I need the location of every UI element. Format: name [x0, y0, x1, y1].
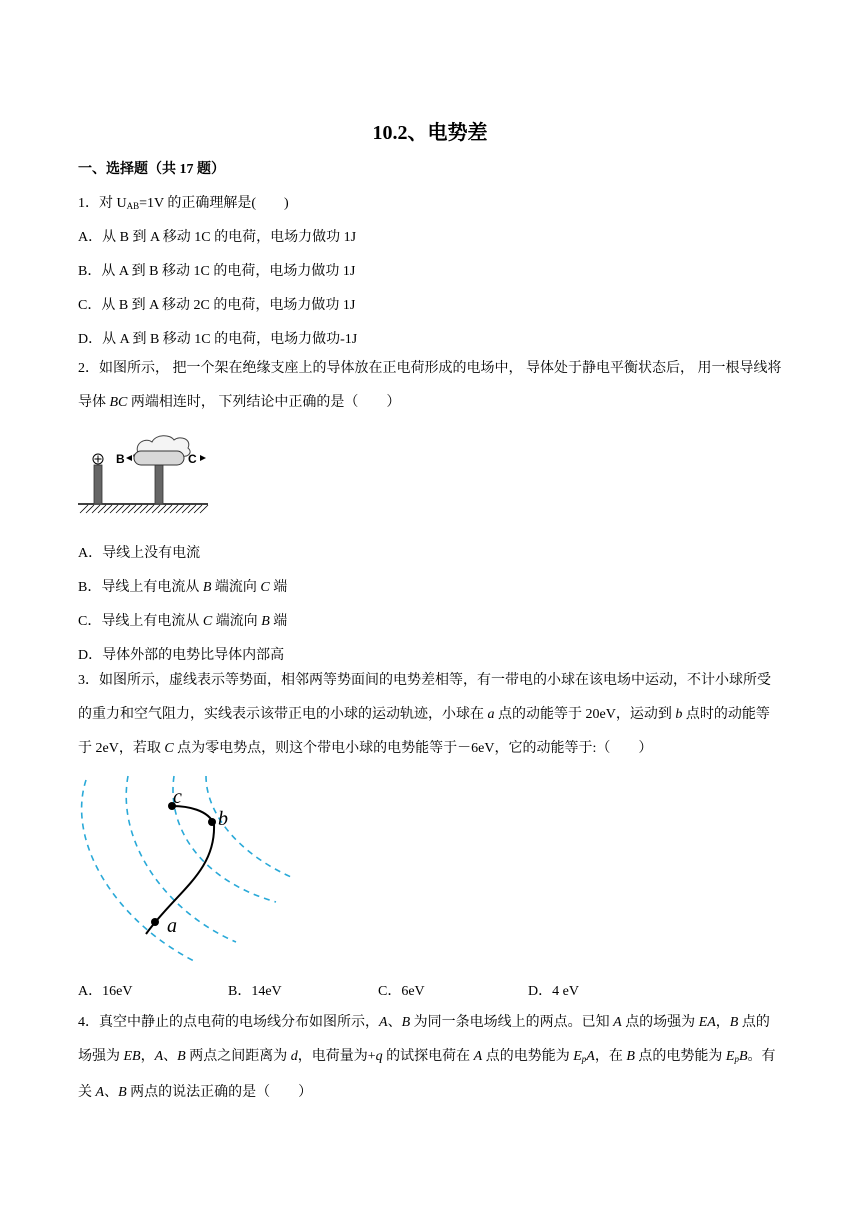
q1-stem [78, 192, 289, 212]
q1-stem-suffix: =1V 的正确理解是( ) [139, 196, 289, 211]
point-b [208, 818, 216, 826]
label-a: a [167, 915, 177, 937]
q3-option-a: A．16eV [78, 984, 133, 999]
section-heading: 一、选择题（共 17 题） [78, 162, 225, 177]
conductor-stand [155, 465, 163, 504]
q1-option-c: C．从 B 到 A 移动 2C 的电荷，电场力做功 1J [78, 298, 356, 313]
q2-option-c: C．导线上有电流从 C 端流向 B 端 [78, 614, 288, 629]
q2-stem-a: 2．如图所示， 把一个架在绝缘支座上的导体放在正电荷形成的电场中， 导体处于静电平衡状态后， 用一根导线将导体 [78, 361, 782, 410]
q2-stem [78, 352, 782, 420]
q2-option-a: A．导线上没有电流 [78, 546, 201, 561]
q1-stem-subscript: AB [126, 201, 140, 211]
q1-stem-prefix: 1．对 U [78, 196, 127, 211]
q2-figure-conductor [76, 433, 216, 518]
label-b: B [116, 452, 125, 466]
q1-option-a: A．从 B 到 A 移动 1C 的电荷，电场力做功 1J [78, 230, 357, 245]
q2-option-d: D．导体外部的电势比导体内部高 [78, 648, 285, 663]
ground-hatch [80, 505, 208, 513]
q2-option-b: B．导线上有电流从 B 端流向 C 端 [78, 580, 288, 595]
q2-stem-var: BC [109, 395, 128, 410]
q3-figure-equipotential [76, 772, 296, 967]
q3-option-b: B．14eV [228, 984, 282, 999]
q3-option-c: C．6eV [378, 984, 425, 999]
label-b: b [218, 808, 228, 830]
q1-option-d: D．从 A 到 B 移动 1C 的电荷，电场力做功-1J [78, 332, 358, 347]
conductor-body [134, 451, 184, 465]
q3-stem: 3．如图所示，虚线表示等势面，相邻两等势面间的电势差相等，有一带电的小球在该电场中运动，不计小球所受的重力和空气阻力，实线表示该带正电的小球的运动轨迹，小球在 a 点的动能等于 20eV，运动到 b 点时的动能等于 2eV，若取 C 点为零电势点，则这个带电小球的电势能等于－6eV，它的动能等于:（ ） [78, 673, 771, 756]
label-c: C [188, 452, 197, 466]
q4-stem: 4．真空中静止的点电荷的电场线分布如图所示，A、B 为同一条电场线上的两点。已知 A 点的场强为 EA，B 点的场强为 EB，A、B 两点之间距离为 d，电荷量为+q 的试探电荷在 A 点的电势能为 $E_pA$，在 B 点的电势能为 $E_pB$。有关 A、B 两点的说法正确的是（ ） [78, 1015, 776, 1100]
point-a [151, 918, 159, 926]
document-title: 10.2、电势差 [372, 122, 488, 144]
q3-option-d: D．4 eV [528, 984, 579, 999]
label-c: c [173, 786, 182, 808]
trajectory-line [146, 806, 214, 934]
charge-stand [94, 465, 102, 504]
q1-option-b: B．从 A 到 B 移动 1C 的电荷，电场力做功 1J [78, 264, 356, 279]
equipotential-lines [82, 776, 291, 962]
q2-stem-b: 两端相连时， 下列结论中正确的是（ ） [127, 395, 401, 410]
